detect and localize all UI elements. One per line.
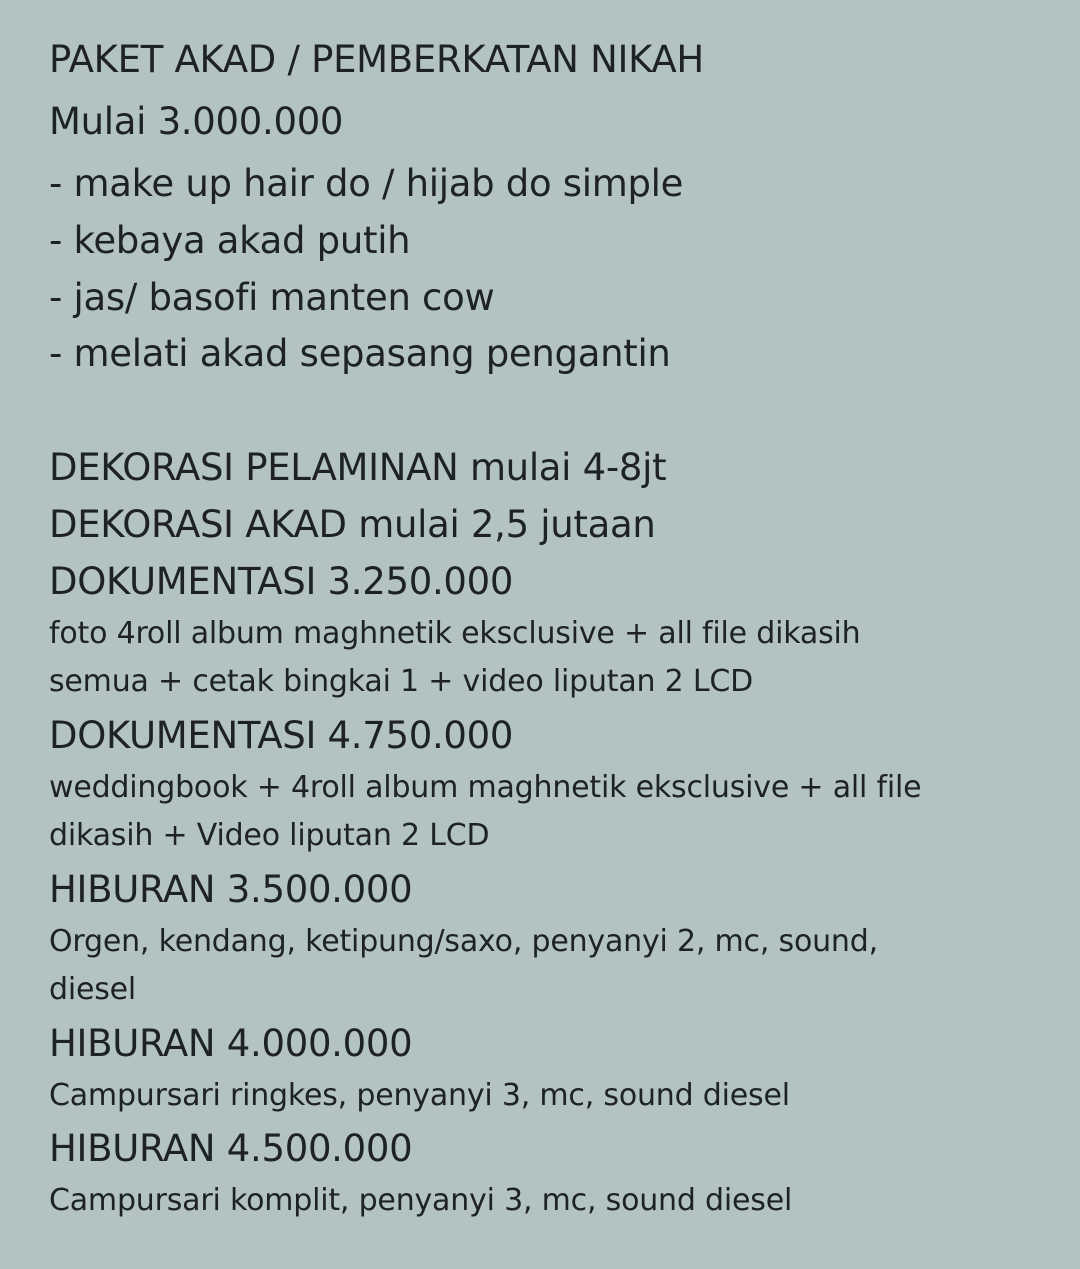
- paket-akad-title: PAKET AKAD / PEMBERKATAN NIKAH: [49, 38, 704, 81]
- paket-akad-item: - jas/ basofi manten cow: [49, 276, 495, 319]
- paket-akad-item: - kebaya akad putih: [49, 219, 411, 262]
- dokumentasi-desc: semua + cetak bingkai 1 + video liputan 2 LCD: [49, 664, 754, 699]
- hiburan-title: HIBURAN 3.500.000: [49, 868, 413, 911]
- paket-akad-item: - make up hair do / hijab do simple: [49, 162, 684, 205]
- dokumentasi-desc: weddingbook + 4roll album maghnetik eksclusive + all file: [49, 770, 922, 805]
- dokumentasi-title: DOKUMENTASI 4.750.000: [49, 714, 514, 757]
- hiburan-desc: Campursari komplit, penyanyi 3, mc, sound diesel: [49, 1183, 793, 1218]
- hiburan-title: HIBURAN 4.000.000: [49, 1022, 413, 1065]
- dekorasi-akad: DEKORASI AKAD mulai 2,5 jutaan: [49, 503, 656, 546]
- paket-akad-item: - melati akad sepasang pengantin: [49, 332, 671, 375]
- hiburan-desc: diesel: [49, 972, 137, 1007]
- dokumentasi-desc: dikasih + Video liputan 2 LCD: [49, 818, 490, 853]
- hiburan-desc: Orgen, kendang, ketipung/saxo, penyanyi 2, mc, sound,: [49, 924, 878, 959]
- paket-akad-price: Mulai 3.000.000: [49, 100, 344, 143]
- hiburan-title: HIBURAN 4.500.000: [49, 1127, 413, 1170]
- dokumentasi-title: DOKUMENTASI 3.250.000: [49, 560, 514, 603]
- dokumentasi-desc: foto 4roll album maghnetik eksclusive + all file dikasih: [49, 616, 861, 651]
- dekorasi-pelaminan: DEKORASI PELAMINAN mulai 4-8jt: [49, 446, 667, 489]
- hiburan-desc: Campursari ringkes, penyanyi 3, mc, sound diesel: [49, 1078, 790, 1113]
